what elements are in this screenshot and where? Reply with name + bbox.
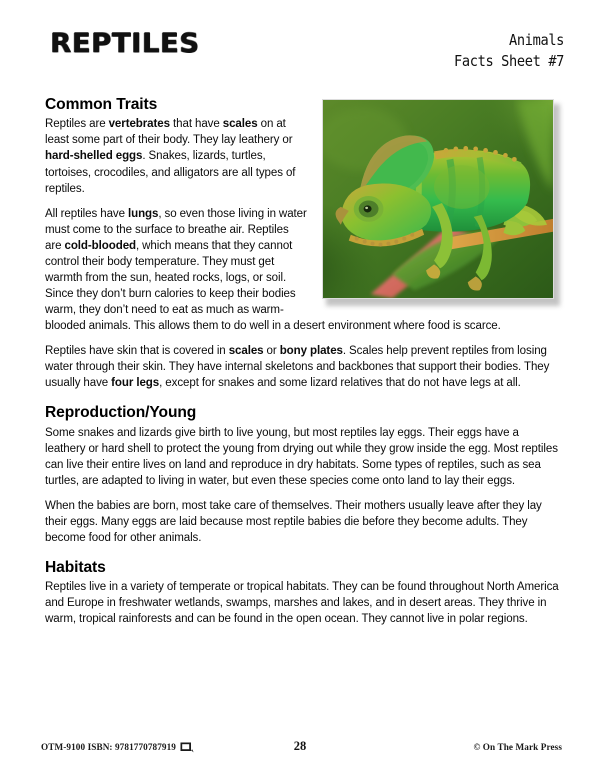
paragraph: Reptiles are vertebrates that have scales on at least some part of their body. They lay leathery or hard-shelled eggs. Snakes, lizards, turtles, tortoises, crocodiles, and alligators are all types of reptiles. bbox=[45, 118, 296, 195]
paragraph: Some snakes and lizards give birth to live young, but most reptiles lay eggs. Their eggs have a leathery or hard shell to protect the young from drying out while they grow inside the egg. Most reptiles can live their entire lives on land and reproduce in dry habitats. Some types of reptiles, such as sea turtles, are adapted to living in water, but even these species come onto land to lay their eggs. bbox=[45, 426, 558, 487]
photo-frame bbox=[322, 99, 554, 299]
paragraph: Reptiles live in a variety of temperate or tropical habitats. They can be found throughout North America and Europe in freshwater wetlands, swamps, marshes and lakes, and in desert areas. They thrive in warm, tropical rainforests and can be found in the open ocean. They cannot live in polar regions. bbox=[45, 581, 559, 626]
bold-term: cold-blooded bbox=[64, 239, 137, 252]
section-heading-reproduction-young: Reproduction/Young bbox=[45, 404, 197, 422]
paragraph: All reptiles have lungs, so even those living in water must come to the surface to breathe air. Reptiles are cold-blooded, which means that they cannot control their body temperature. They must get warmth from the sun, heated rocks, logs, or soil. Since they don’t burn calories to keep their bodies warm, they don’t need to eat as much as warm-blooded animals. This allows them to do well in a desert environment where food is scarce. bbox=[45, 207, 501, 332]
paragraph: Reptiles have skin that is covered in scales or bony plates. Scales help prevent reptiles from losing water through their skin. They have internal skeletons and backbones that support their bodies. They usually have four legs, except for snakes and some lizard relatives that do not have legs at all. bbox=[45, 345, 550, 390]
sheet-label: Facts Sheet #7 bbox=[453, 51, 564, 70]
bold-term: scales bbox=[228, 345, 264, 357]
header-series-info bbox=[439, 30, 564, 72]
footer-isbn-text: OTM-9100 ISBN: 9781770787919 bbox=[41, 741, 177, 752]
series-label: Animals bbox=[508, 31, 564, 49]
bold-term: hard-shelled eggs bbox=[45, 150, 143, 163]
chameleon-photo bbox=[322, 99, 560, 305]
page-title: REPTILES bbox=[50, 28, 200, 59]
bold-term: scales bbox=[222, 118, 258, 131]
chameleon-illustration bbox=[323, 100, 553, 298]
bold-term: four legs bbox=[111, 377, 160, 390]
page-content bbox=[45, 96, 560, 627]
bold-term: lungs bbox=[127, 207, 159, 220]
paragraph: When the babies are born, most take care of themselves. Their mothers usually leave after they lay their eggs. Many eggs are laid because most reptile babies die before they become adults. They become food for other animals. bbox=[45, 499, 542, 544]
bold-term: bony plates bbox=[279, 345, 343, 357]
page-footer bbox=[0, 724, 600, 776]
page-number: 28 bbox=[293, 739, 307, 753]
section-heading-common-traits: Common Traits bbox=[45, 96, 158, 113]
page-header bbox=[0, 0, 600, 92]
section-heading-habitats: Habitats bbox=[45, 558, 106, 576]
bold-term: vertebrates bbox=[108, 118, 170, 131]
copyright-notice: © On The Mark Press bbox=[473, 742, 562, 752]
